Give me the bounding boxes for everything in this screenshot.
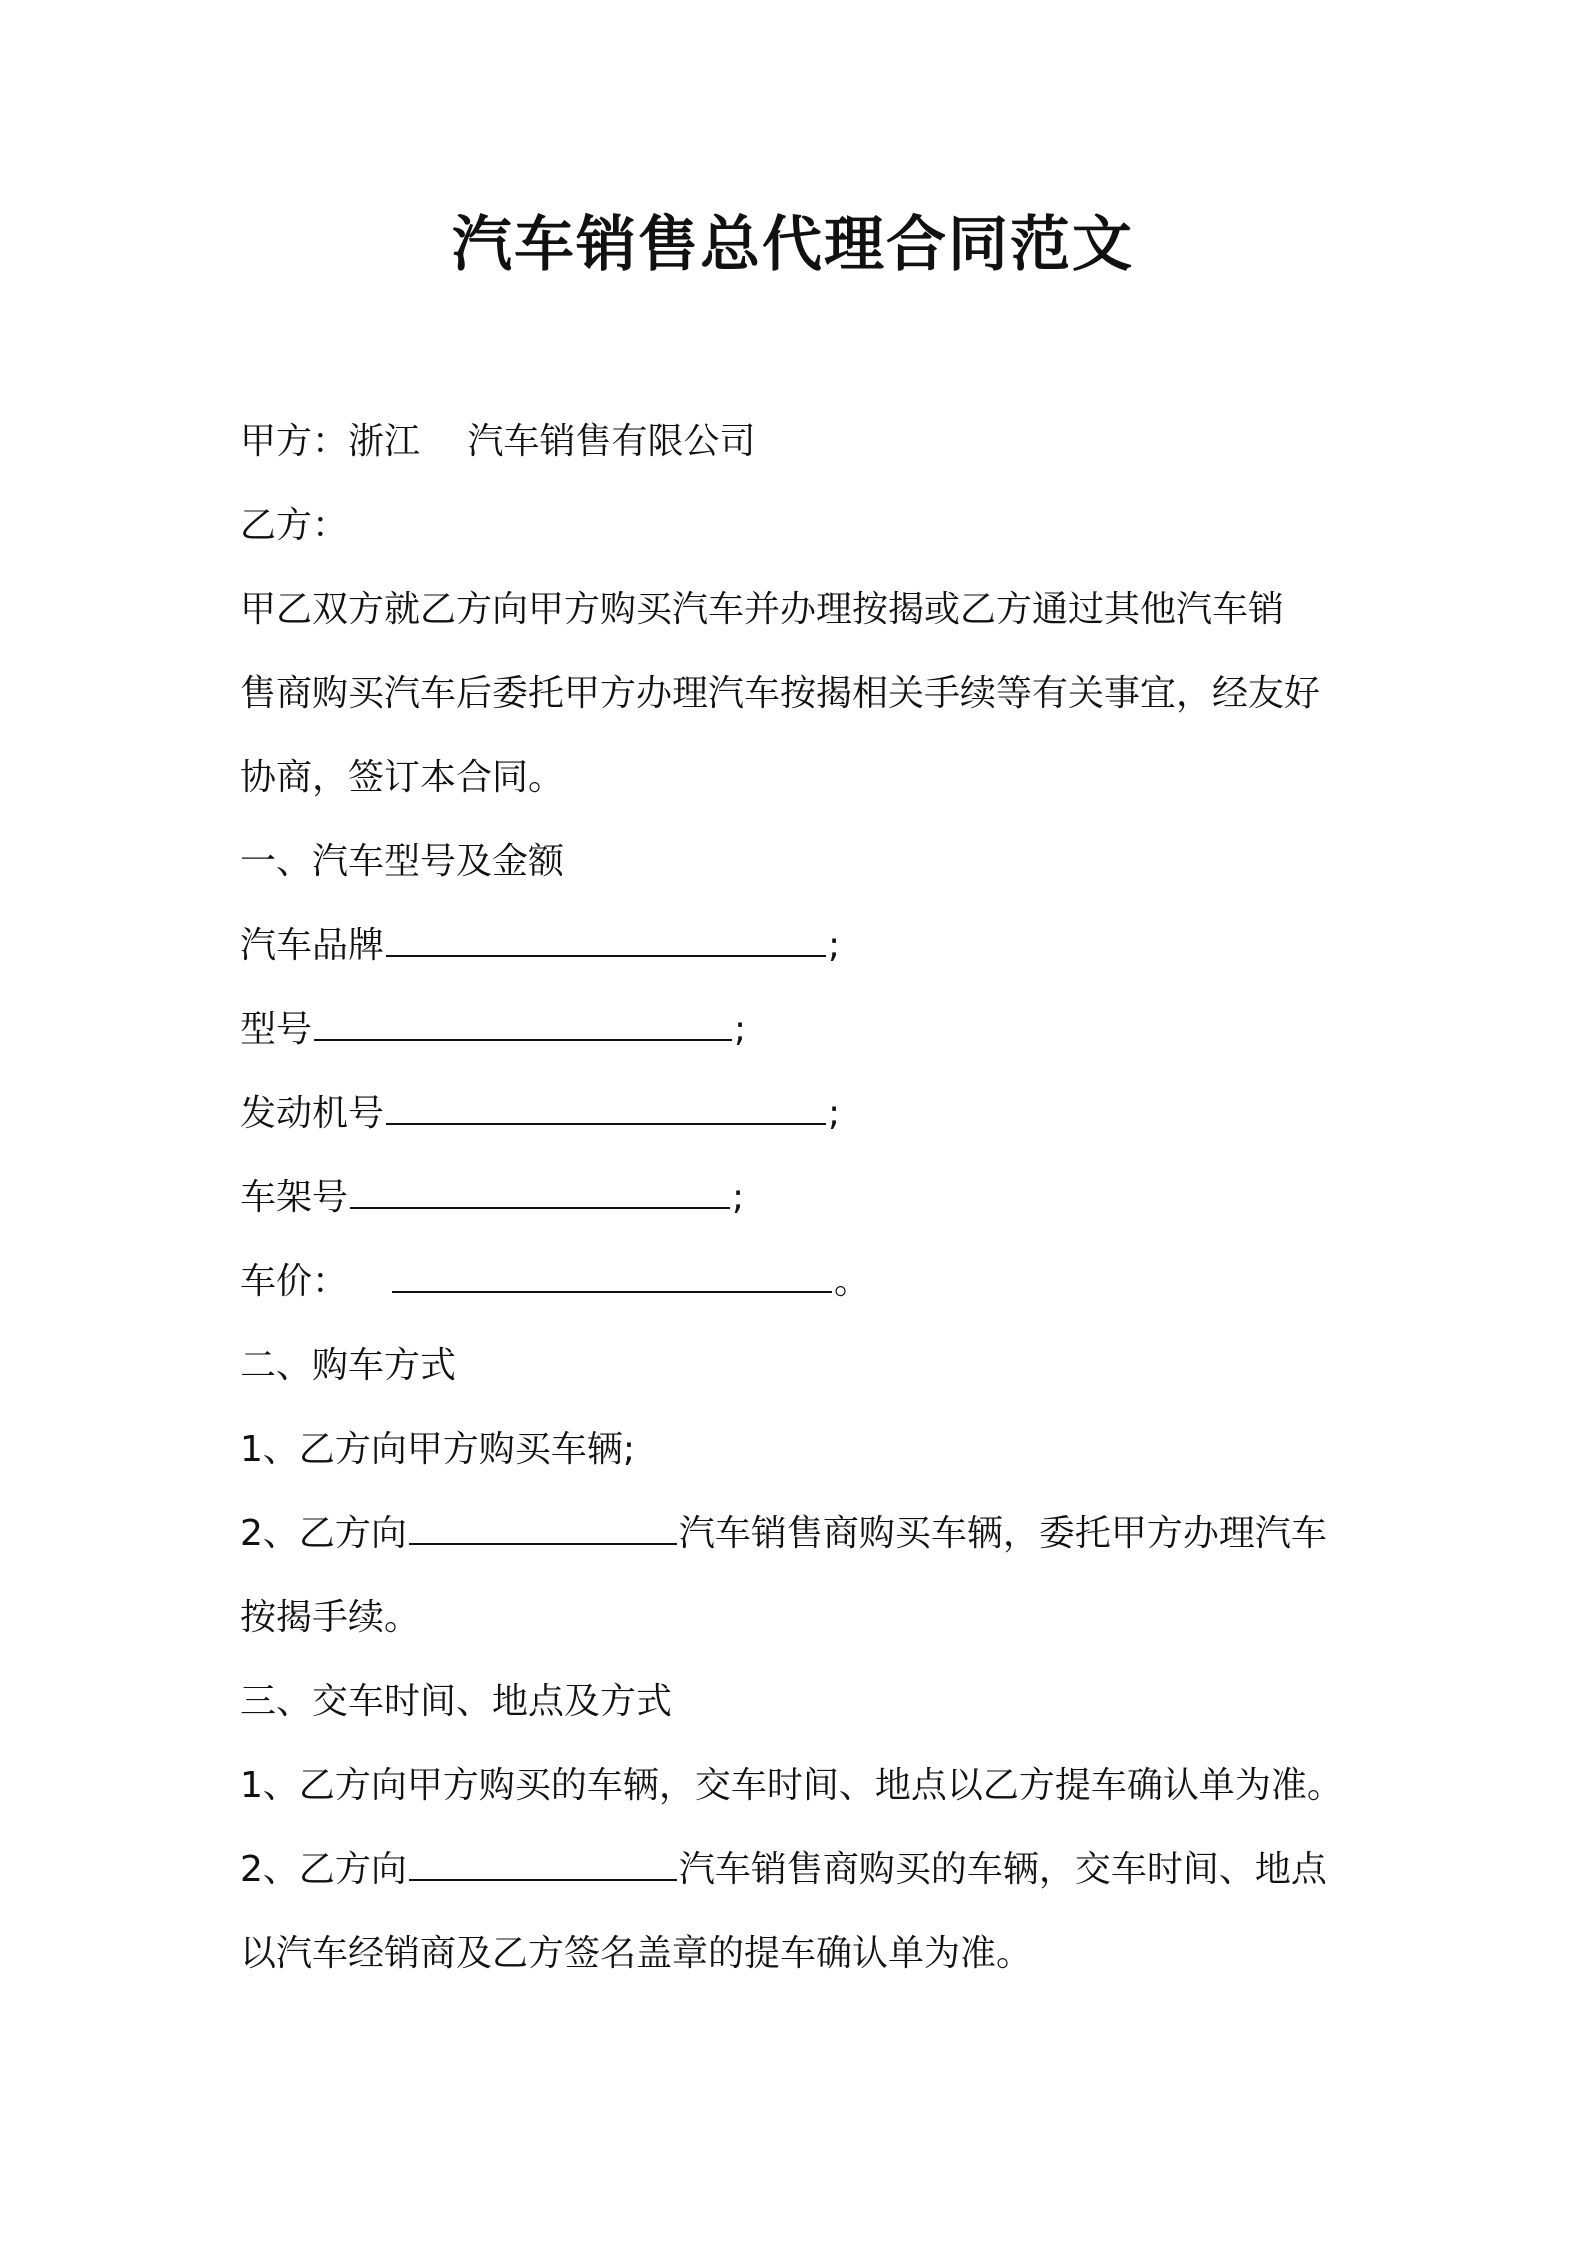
field-brand: [240, 904, 1370, 988]
field-model-label: 型号: [240, 1009, 313, 1050]
field-model: [240, 988, 1370, 1072]
purchase-item-1: 1、乙方向甲方购买车辆;: [240, 1429, 636, 1470]
document-body: [240, 400, 1370, 1996]
delivery-item-2: [240, 1828, 1370, 1912]
field-frame-label: 车架号: [240, 1177, 349, 1218]
purchase-item-2-suffix: 汽车销售商购买车辆，委托甲方办理汽车: [678, 1513, 1327, 1554]
delivery-item-2-suffix: 汽车销售商购买的车辆，交车时间、地点: [678, 1849, 1327, 1890]
field-engine-label: 发动机号: [240, 1093, 385, 1134]
field-terminator: 。: [834, 1261, 871, 1302]
section-heading-purchase: 二、购车方式: [240, 1345, 457, 1386]
field-price-label: 车价：: [240, 1261, 349, 1302]
purchase-item-2: [240, 1492, 1370, 1576]
purchase-item-2-continuation: 按揭手续。: [240, 1597, 421, 1638]
party-a-line: 甲方：浙江 汽车销售有限公司: [240, 421, 756, 462]
field-terminator: ;: [828, 1093, 841, 1134]
party-b-line: 乙方：: [240, 505, 349, 546]
document-title: 汽车销售总代理合同范文: [452, 210, 1134, 280]
section-heading-delivery: 三、交车时间、地点及方式: [240, 1681, 673, 1722]
delivery-item-2-continuation: 以汽车经销商及乙方签名盖章的提车确认单为准。: [240, 1933, 1033, 1974]
fill-in-blank: [350, 1175, 730, 1209]
field-frame: [240, 1156, 1370, 1240]
fill-in-blank: [392, 1259, 832, 1293]
fill-in-blank: [314, 1007, 732, 1041]
field-price: [240, 1240, 1370, 1324]
field-terminator: ;: [828, 925, 841, 966]
delivery-item-2-prefix: 2、乙方向: [240, 1849, 407, 1890]
intro-paragraph-line: 协商，签订本合同。: [240, 757, 565, 798]
purchase-item-2-prefix: 2、乙方向: [240, 1513, 407, 1554]
section-heading-vehicle: 一、汽车型号及金额: [240, 841, 565, 882]
fill-in-blank: [409, 1511, 677, 1545]
field-engine: [240, 1072, 1370, 1156]
fill-in-blank: [386, 1091, 826, 1125]
intro-paragraph-line: 售商购买汽车后委托甲方办理汽车按揭相关手续等有关事宜，经友好: [240, 673, 1321, 714]
field-terminator: ;: [732, 1177, 745, 1218]
fill-in-blank: [386, 923, 826, 957]
field-terminator: ;: [734, 1009, 747, 1050]
intro-paragraph-line: 甲乙双方就乙方向甲方购买汽车并办理按揭或乙方通过其他汽车销: [240, 589, 1285, 630]
delivery-item-1: 1、乙方向甲方购买的车辆，交车时间、地点以乙方提车确认单为准。: [240, 1765, 1343, 1806]
fill-in-blank: [409, 1847, 677, 1881]
field-brand-label: 汽车品牌: [240, 925, 385, 966]
